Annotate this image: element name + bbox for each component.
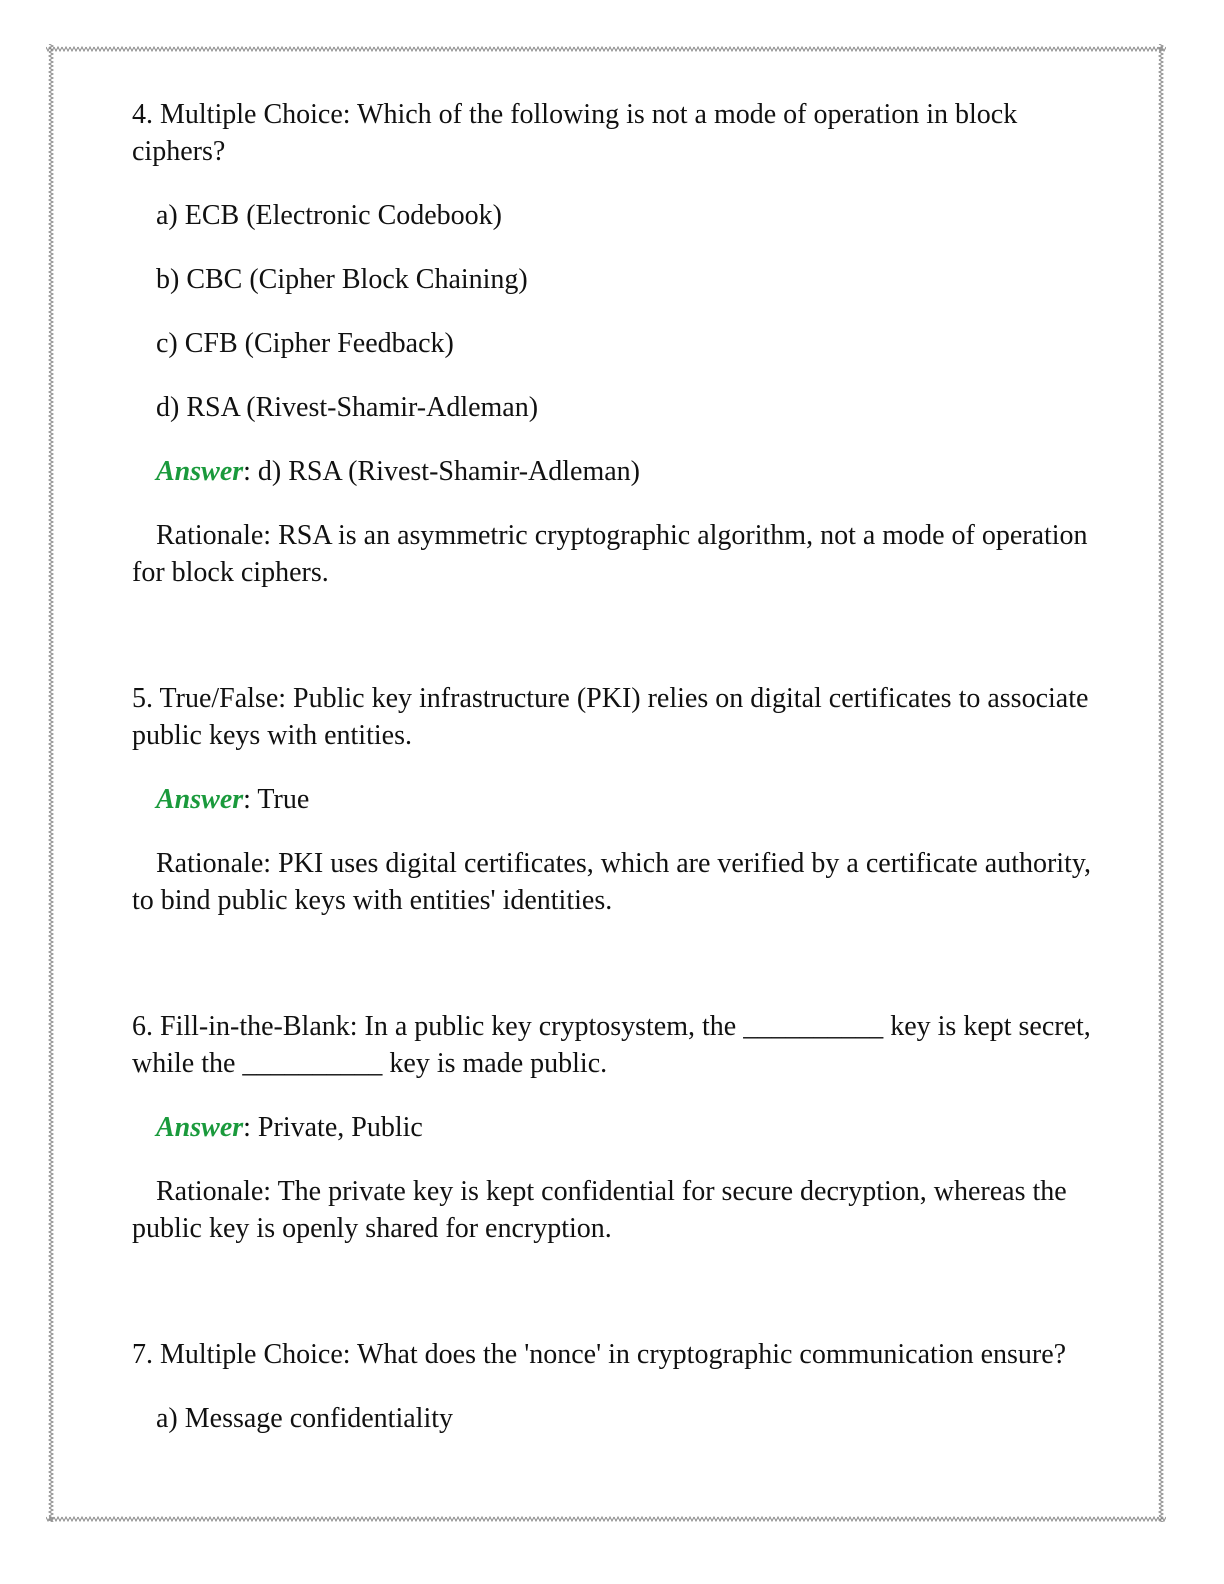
question-7 xyxy=(132,1336,1092,1437)
answer-line xyxy=(132,453,1092,490)
option-c: c) CFB (Cipher Feedback) xyxy=(156,328,454,359)
option-b: b) CBC (Cipher Block Chaining) xyxy=(156,264,528,295)
answer-text: : Private, Public xyxy=(243,1112,423,1143)
rationale: Rationale: The private key is kept confidential for secure decryption, whereas the public key is openly shared for encryption. xyxy=(132,1176,1067,1244)
answer-label: Answer xyxy=(156,1112,244,1143)
document-body xyxy=(132,96,1092,1464)
answer-text: : d) RSA (Rivest-Shamir-Adleman) xyxy=(243,456,640,487)
question-4 xyxy=(132,96,1092,591)
answer-line xyxy=(132,1109,1092,1146)
rationale: Rationale: RSA is an asymmetric cryptographic algorithm, not a mode of operation for block ciphers. xyxy=(132,520,1088,588)
option-a: a) ECB (Electronic Codebook) xyxy=(156,200,503,231)
answer-text: : True xyxy=(243,784,310,815)
question-prompt: 6. Fill-in-the-Blank: In a public key cryptosystem, the __________ key is kept secret, while the __________ key is made public. xyxy=(132,1011,1091,1079)
option-d: d) RSA (Rivest-Shamir-Adleman) xyxy=(156,392,539,423)
spacer xyxy=(132,618,1092,680)
question-prompt: 5. True/False: Public key infrastructure (PKI) relies on digital certificates to associate public keys with entities. xyxy=(132,683,1089,751)
question-6 xyxy=(132,1008,1092,1247)
spacer xyxy=(132,946,1092,1008)
answer-label: Answer xyxy=(156,784,244,815)
question-5 xyxy=(132,680,1092,919)
rationale: Rationale: PKI uses digital certificates, which are verified by a certificate authority, to bind public keys with entities' identities. xyxy=(132,848,1092,916)
answer-label: Answer xyxy=(156,456,244,487)
answer-line xyxy=(132,781,1092,818)
option-a: a) Message confidentiality xyxy=(156,1403,454,1434)
question-prompt: 7. Multiple Choice: What does the 'nonce' in cryptographic communication ensure? xyxy=(132,1339,1067,1370)
question-prompt: 4. Multiple Choice: Which of the following is not a mode of operation in block ciphers? xyxy=(132,99,1018,167)
spacer xyxy=(132,1274,1092,1336)
